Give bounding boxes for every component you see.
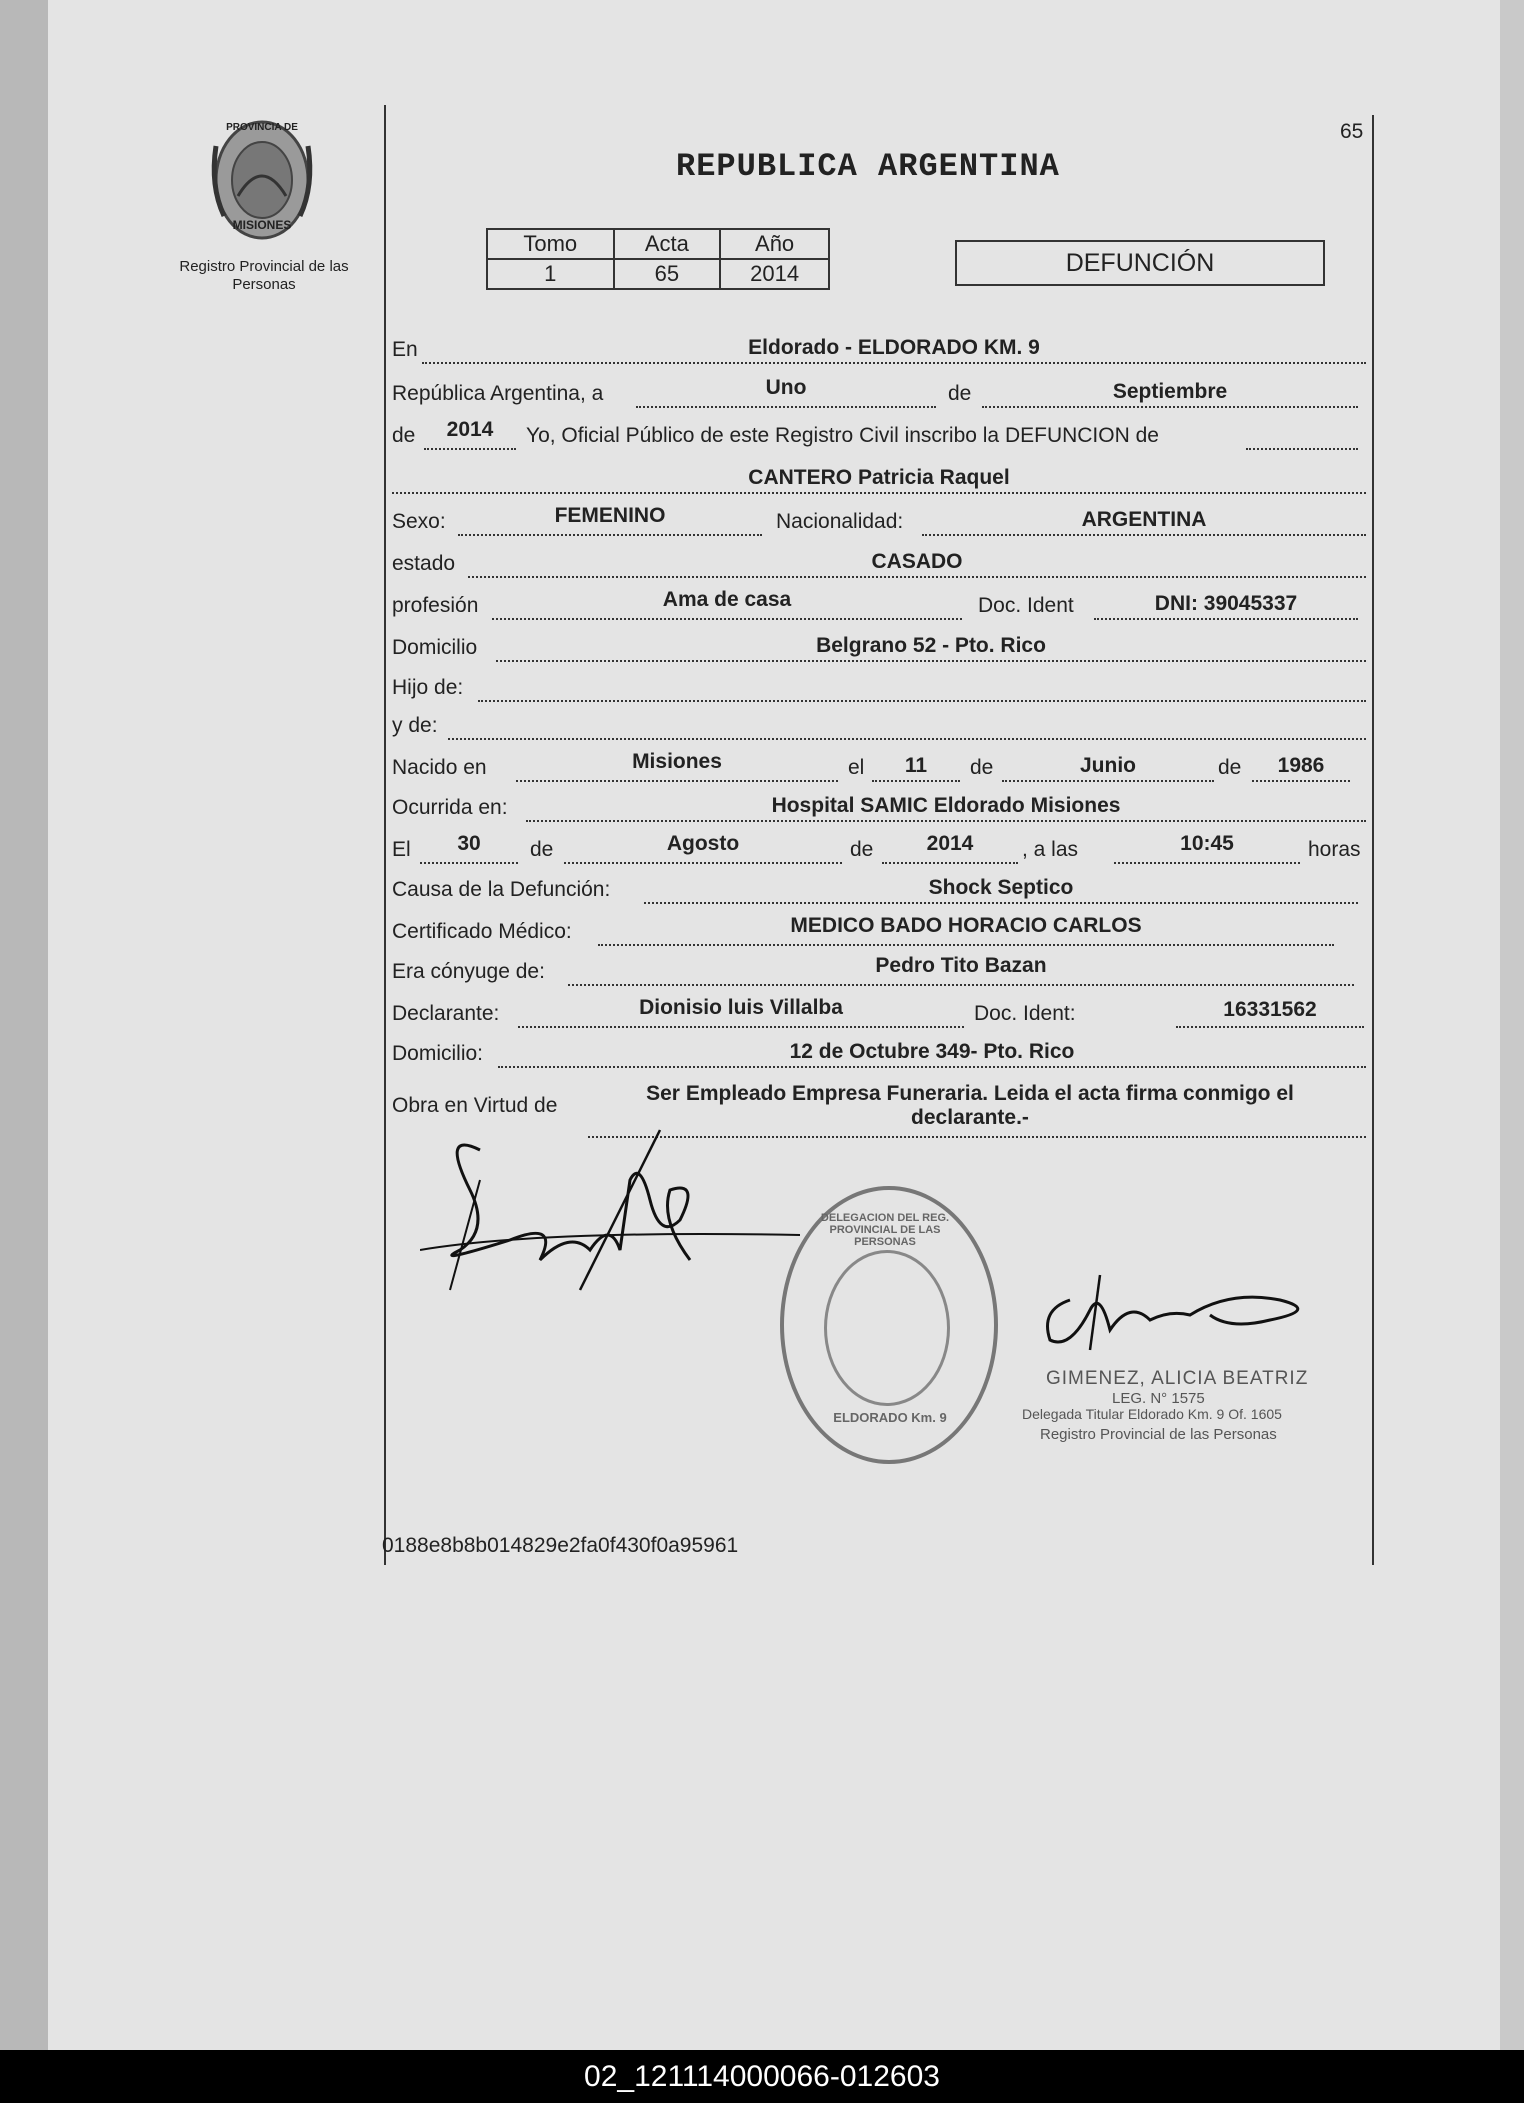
value-estado: CASADO	[871, 550, 963, 573]
value-nacido-lugar: Misiones	[632, 750, 722, 773]
record-type-box	[955, 240, 1325, 286]
row-declarante	[392, 996, 1368, 1030]
row-anio	[392, 418, 1368, 452]
value-en: Eldorado - ELDORADO KM. 9	[748, 336, 1040, 359]
row-ocurrida	[392, 794, 1368, 824]
label-domicilio: Domicilio	[392, 636, 478, 659]
value-nombre: CANTERO Patricia Raquel	[748, 466, 1010, 489]
official-office: Registro Provincial de las Personas	[1040, 1426, 1277, 1443]
seal-bottom-text: ELDORADO Km. 9	[833, 1410, 947, 1425]
row-estado	[392, 550, 1368, 580]
value-tomo: 1	[487, 259, 614, 289]
row-hijo	[392, 674, 1368, 704]
value-declarante-doc: 16331562	[1223, 998, 1317, 1021]
right-border-line	[1372, 115, 1374, 1565]
value-nacido-anio: 1986	[1277, 754, 1325, 777]
register-table-header-row	[487, 229, 829, 259]
logo-caption: Registro Provincial de las Personas	[179, 258, 349, 293]
row-yde	[392, 712, 1368, 742]
register-table-value-row	[487, 259, 829, 289]
header-acta: Acta	[614, 229, 721, 259]
value-doc-ident: DNI: 39045337	[1154, 592, 1298, 615]
row-profesion	[392, 588, 1368, 622]
row-domicilio2	[392, 1040, 1368, 1070]
label-de-anio: de	[392, 424, 416, 447]
register-table	[486, 228, 830, 290]
row-causa	[392, 876, 1368, 906]
label-el: El	[392, 838, 411, 861]
value-certificado: MEDICO BADO HORACIO CARLOS	[790, 914, 1142, 937]
document-hash: 0188e8b8b014829e2fa0f430f0a95961	[382, 1534, 739, 1557]
label-el-de1: de	[530, 838, 554, 861]
label-nacido-de2: de	[1218, 756, 1242, 779]
seal-ring-text: DELEGACION DEL REG. PROVINCIAL DE LAS PERSONAS	[820, 1212, 950, 1248]
footer-code: 02_121114000066-012603	[0, 2050, 1524, 2103]
value-sexo: FEMENINO	[554, 504, 666, 527]
fill-yde	[448, 714, 1366, 740]
record-type-label: DEFUNCIÓN	[1065, 249, 1215, 277]
label-el-alas: , a las	[1022, 838, 1079, 861]
label-conyuge: Era cónyuge de:	[392, 960, 545, 983]
value-el-mes: Agosto	[666, 832, 740, 855]
label-ocurrida: Ocurrida en:	[392, 796, 508, 819]
label-republica-a: República Argentina, a	[392, 382, 604, 405]
label-nacionalidad: Nacionalidad:	[776, 510, 904, 533]
label-en: En	[392, 338, 418, 361]
value-profesion: Ama de casa	[662, 588, 792, 611]
row-en	[392, 336, 1368, 366]
value-mes: Septiembre	[1112, 380, 1228, 403]
row-certificado	[392, 914, 1368, 948]
value-domicilio2: 12 de Octubre 349- Pto. Rico	[789, 1040, 1075, 1063]
value-el-hora: 10:45	[1180, 832, 1234, 855]
declarant-signature	[420, 1120, 800, 1310]
value-declarante: Dionisio luis Villalba	[639, 996, 843, 1019]
value-ocurrida: Hospital SAMIC Eldorado Misiones	[771, 794, 1121, 817]
fill-anio-end	[1246, 424, 1358, 450]
value-el-dia: 30	[457, 832, 481, 855]
seal-emblem	[824, 1250, 950, 1406]
label-estado: estado	[392, 552, 456, 575]
row-sexo	[392, 504, 1368, 538]
value-obra-line1: Ser Empleado Empresa Funeraria. Leida el acta firma conmigo el	[646, 1082, 1294, 1105]
label-el-horas: horas	[1308, 838, 1361, 861]
label-certificado: Certificado Médico:	[392, 920, 572, 943]
row-fecha	[392, 376, 1368, 410]
label-declarante: Declarante:	[392, 1002, 500, 1025]
row-nombre	[392, 466, 1368, 496]
label-de-mes: de	[948, 382, 972, 405]
label-el-de2: de	[850, 838, 874, 861]
label-doc-ident: Doc. Ident	[978, 594, 1074, 617]
official-signature	[1030, 1270, 1330, 1360]
left-page-edge	[0, 0, 48, 2050]
page-number: 65	[1340, 120, 1364, 143]
label-yde: y de:	[392, 714, 438, 737]
header-tomo: Tomo	[487, 229, 614, 259]
label-causa: Causa de la Defunción:	[392, 878, 611, 901]
page-title: REPUBLICA ARGENTINA	[676, 148, 1060, 185]
label-nacido-de1: de	[970, 756, 994, 779]
logo-bottom-text: MISIONES	[232, 218, 292, 232]
logo-top-text: PROVINCIA DE	[226, 122, 298, 133]
value-dia: Uno	[765, 376, 807, 399]
label-hijo: Hijo de:	[392, 676, 464, 699]
fill-hijo	[478, 676, 1366, 702]
row-conyuge	[392, 954, 1368, 988]
value-causa: Shock Septico	[928, 876, 1074, 899]
official-name: GIMENEZ, ALICIA BEATRIZ	[1046, 1368, 1309, 1389]
value-anio: 2014	[446, 418, 494, 441]
official-role: Delegada Titular Eldorado Km. 9 Of. 1605	[1022, 1406, 1282, 1422]
label-sexo: Sexo:	[392, 510, 446, 533]
value-el-anio: 2014	[926, 832, 974, 855]
value-acta: 65	[614, 259, 721, 289]
value-domicilio: Belgrano 52 - Pto. Rico	[816, 634, 1046, 657]
label-domicilio2: Domicilio:	[392, 1042, 484, 1065]
inscription-text: Yo, Oficial Público de este Registro Civil inscribo la DEFUNCION de	[526, 424, 1159, 447]
label-profesion: profesión	[392, 594, 479, 617]
label-nacido-el: el	[848, 756, 865, 779]
value-anio: 2014	[720, 259, 829, 289]
label-obra: Obra en Virtud de	[392, 1094, 558, 1117]
header-anio: Año	[720, 229, 829, 259]
value-conyuge: Pedro Tito Bazan	[875, 954, 1047, 977]
value-nacionalidad: ARGENTINA	[1081, 508, 1207, 531]
label-nacido: Nacido en	[392, 756, 487, 779]
label-declarante-doc: Doc. Ident:	[974, 1002, 1076, 1025]
value-obra-line2: declarante.-	[911, 1106, 1029, 1129]
row-domicilio	[392, 634, 1368, 664]
value-nacido-mes: Junio	[1080, 754, 1136, 777]
left-border-line	[384, 105, 386, 1565]
row-nacido	[392, 750, 1368, 784]
row-el	[392, 832, 1368, 866]
value-nacido-dia: 11	[904, 754, 928, 777]
official-leg: LEG. N° 1575	[1112, 1390, 1205, 1407]
